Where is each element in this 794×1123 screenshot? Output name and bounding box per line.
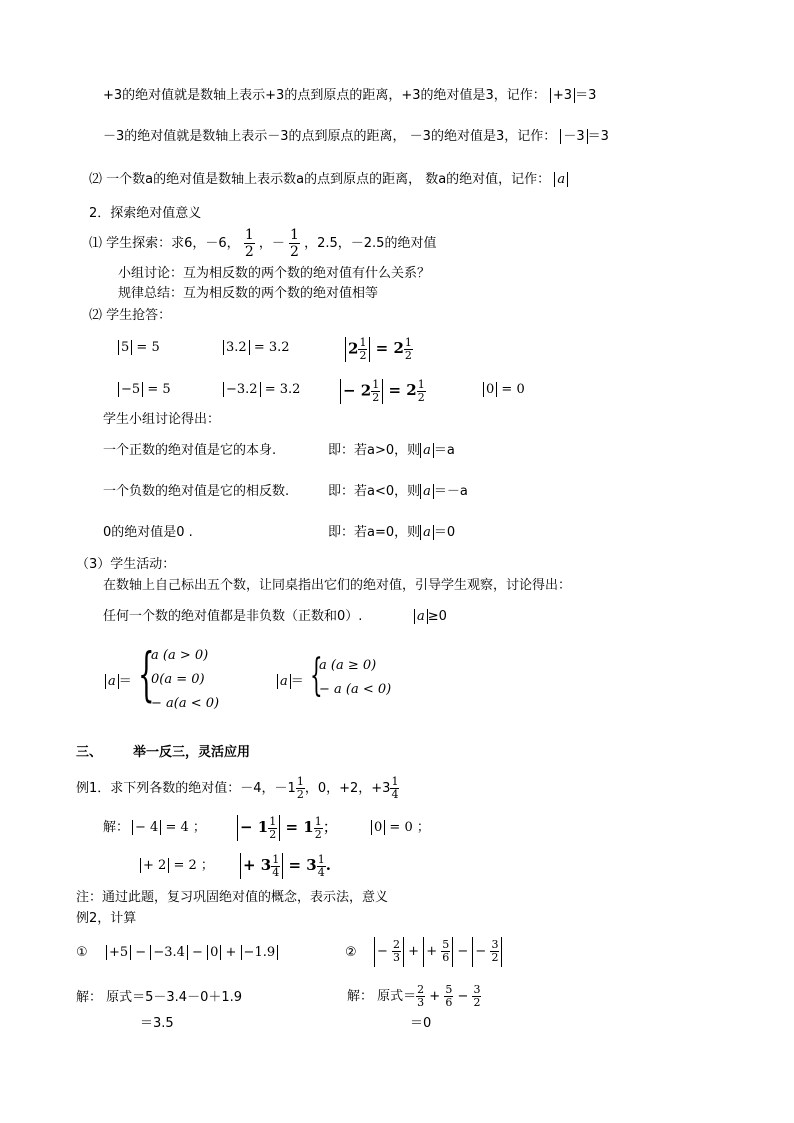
line-positive: 一个正数的绝对值是它的本身.	[103, 443, 277, 458]
solution-1a: − 4 = 4 ；	[132, 820, 206, 836]
answer-row-1: 5 = 5	[118, 340, 160, 356]
piecewise-definition-1: a ＝ { a (a > 0) 0(a = 0) − a(a < 0)	[105, 640, 235, 720]
answer-row-1c: 2 $\frac{1}{2}$ = 2 $\frac{1}{2}$	[345, 336, 413, 362]
line-negative: 一个负数的绝对值是它的相反数.	[103, 484, 290, 499]
problem-1-label: ①	[76, 945, 88, 960]
fraction-half: $\frac{1}{2}$	[244, 227, 254, 260]
line-activity: （3）学生活动：	[76, 557, 176, 572]
problem-2-label: ②	[345, 945, 357, 960]
answer-row-2: −5 = 5	[118, 382, 171, 398]
line-quick-answer: ⑵ 学生抢答：	[89, 308, 172, 323]
fraction-half-neg: $\frac{1}{2}$	[290, 227, 299, 260]
solution-1b: − 1 $\frac{1}{2}$ = 1 $\frac{1}{2}$ ；	[237, 814, 338, 841]
abs-expression: －3	[560, 129, 587, 144]
line-zero: 0的绝对值是0 .	[103, 525, 193, 540]
section-3-number: 三、	[76, 745, 103, 760]
abs-a: a	[554, 172, 568, 187]
example-2: 例2，计算	[76, 911, 137, 926]
line-zero-rule: 即：若a=0，则 a ＝0	[328, 525, 456, 540]
solution-3-result: ＝0	[410, 1016, 432, 1031]
line-nonneg: 任何一个数的绝对值都是非负数（正数和0）.	[103, 609, 363, 624]
line-explore: ⑴ 学生探索：求6，－6， $\frac{1}{2}$ ，－ $\frac{1}{2}$ ，2.5，－2.5的绝对值	[89, 227, 437, 260]
line-activity-desc: 在数轴上自己标出五个数，让同桌指出它们的绝对值，引导学生观察，讨论得出：	[103, 578, 572, 593]
answer-row-2d: 0 = 0	[483, 382, 525, 398]
solution-2: 解： 原式＝5－3.4－0＋1.9	[76, 990, 243, 1005]
line-abs-definition: ⑵ 一个数a的绝对值是数轴上表示数a的点到原点的距离， 数a的绝对值，记作： a	[89, 172, 568, 188]
section-3-title: 举一反三，灵活应用	[133, 745, 251, 760]
solution-1e: + 3 $\frac{1}{4}$ = 3 $\frac{1}{4}$ .	[240, 852, 331, 879]
line-group-discussion: 小组讨论：互为相反数的两个数的绝对值有什么关系？	[118, 266, 431, 281]
heading-2: 2．探索绝对值意义	[89, 206, 202, 221]
line-negative-rule: 即：若a<0，则 a ＝－a	[328, 484, 468, 499]
note: 注：通过此题，复习巩固绝对值的概念，表示法，意义	[76, 890, 389, 905]
line-nonneg-math: a ≥0	[414, 609, 447, 625]
solution-2-result: ＝3.5	[140, 1016, 174, 1031]
problem-1: +5 − −3.4 − 0 + −1.9	[106, 945, 278, 961]
piecewise-definition-2: a ＝ { a (a ≥ 0) − a (a < 0)	[277, 650, 407, 710]
answer-row-2b: −3.2 = 3.2	[223, 382, 300, 398]
example-1: 例1．求下列各数的绝对值：－4，－1 $\frac{1}{2}$ ，0，+2，+3 $\frac{1}{4}$	[76, 775, 399, 801]
text: +3的绝对值就是数轴上表示+3的点到原点的距离，+3的绝对值是3，记作：	[103, 88, 546, 103]
solution-1d: + 2 = 2 ；	[140, 858, 214, 874]
line-positive-rule: 即：若a>0，则 a ＝a	[328, 443, 455, 458]
solution-1-label: 解：	[103, 820, 130, 835]
answer-row-1b: 3.2 = 3.2	[223, 340, 290, 356]
line-rule-summary: 规律总结：互为相反数的两个数的绝对值相等	[118, 286, 379, 301]
solution-3: 解： 原式＝ $\frac{2}{3}$ + $\frac{5}{6}$ − $\frac{3}{2}$	[347, 983, 481, 1009]
abs-expression: +3	[550, 88, 575, 103]
line-abs-plus3: +3的绝对值就是数轴上表示+3的点到原点的距离，+3的绝对值是3，记作： +3 ＝3	[103, 88, 597, 103]
answer-row-2c: − 2 $\frac{1}{2}$ = 2 $\frac{1}{2}$	[340, 378, 426, 404]
line-group-result: 学生小组讨论得出：	[103, 412, 221, 427]
line-abs-minus3: －3的绝对值就是数轴上表示－3的点到原点的距离， －3的绝对值是3，记作： －3 ＝3	[103, 129, 609, 144]
solution-1c: 0 = 0 ；	[371, 820, 430, 836]
problem-2: − $\frac{2}{3}$ + + $\frac{5}{6}$ − − $\frac{3}{2}$	[374, 936, 502, 968]
